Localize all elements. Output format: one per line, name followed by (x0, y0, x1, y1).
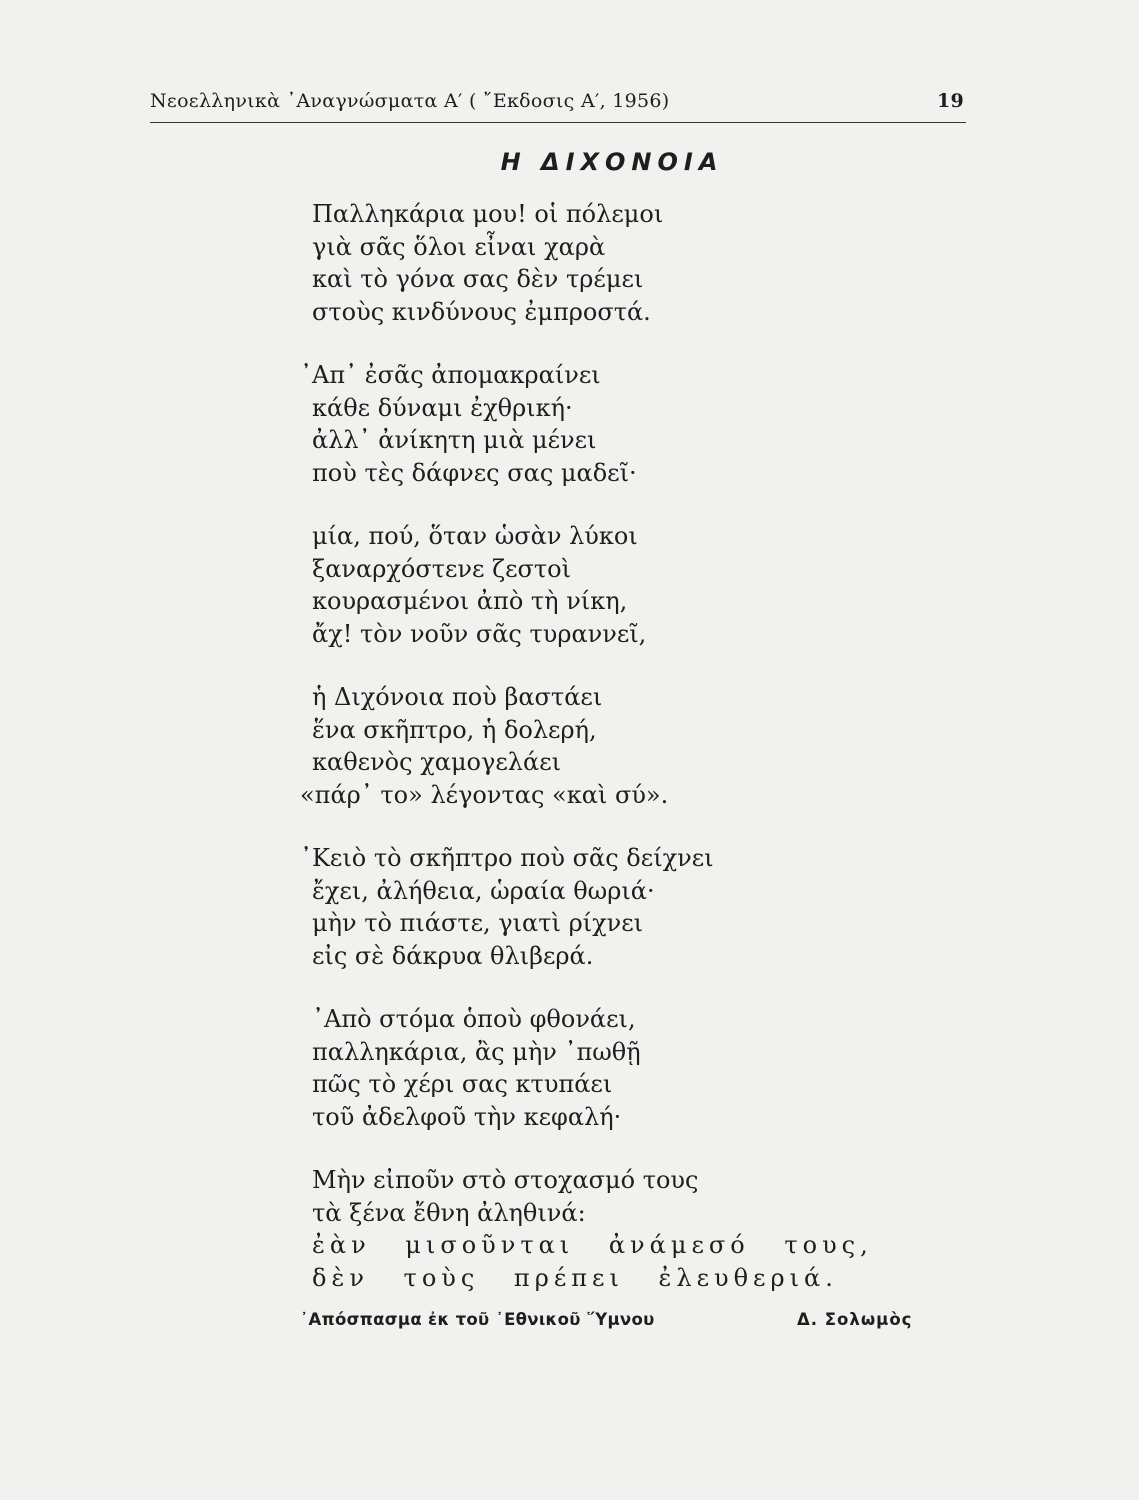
stanza-4 (300, 681, 873, 811)
poem-line: ἕνα σκῆπτρο, ἡ δολερή, (312, 715, 597, 744)
page-number: 19 (936, 90, 964, 112)
poem-line: παλληκάρια, ἂς μὴν ᾿πωθῇ (312, 1037, 641, 1066)
running-title: Νεοελληνικὰ ᾿Αναγνώσματα Α′ ( ῎Εκδοσις Α′, 1956) (150, 90, 670, 112)
poem-line: Μὴν εἰποῦν στὸ στοχασμό τους (312, 1166, 699, 1194)
poem-line: γιὰ σᾶς ὅλοι εἶναι χαρὰ (312, 232, 606, 261)
poem-title: Η ΔΙΧΟΝΟΙΑ (500, 148, 724, 176)
poem-line-spaced: δὲν τοὺς πρέπει ἐλευθεριά. (312, 1263, 838, 1292)
poem-line: μία, πού, ὅταν ὡσὰν λύκοι (312, 522, 638, 550)
poem-line-spaced: ἐὰν μισοῦνται ἀνάμεσό τους, (312, 1231, 873, 1259)
poem-line: τὰ ξένα ἔθνη ἀληθινά: (312, 1198, 586, 1227)
page-header (150, 88, 966, 123)
poem-body (300, 198, 873, 1325)
source-note: ᾿Απόσπασμα ἐκ τοῦ ᾿Εθνικοῦ ῞Υμνου (300, 1310, 655, 1329)
poem-line: πῶς τὸ χέρι σας κτυπάει (312, 1070, 613, 1098)
poem-line: στοὺς κινδύνους ἐμπροστά. (312, 297, 651, 326)
stanza-2 (300, 359, 873, 489)
poem-line: τοῦ ἀδελφοῦ τὴν κεφαλή· (312, 1102, 622, 1131)
poem-line: ξαναρχόστενε ζεστοὶ (312, 554, 572, 583)
poem-line: «πάρ᾿ το» λέγοντας «καὶ σύ». (300, 780, 669, 809)
poem-line: κάθε δύναμι ἐχθρική· (312, 393, 573, 422)
author-name: Δ. Σολωμὸς (797, 1310, 913, 1329)
poem-line: ποὺ τὲς δάφνες σας μαδεῖ· (312, 458, 637, 487)
poem-line: ἔχει, ἀλήθεια, ὡραία θωριά· (312, 876, 655, 905)
stanza-3 (312, 520, 873, 650)
stanza-5 (300, 842, 873, 972)
poem-line: κουρασμένοι ἀπὸ τὴ νίκη, (312, 587, 628, 615)
poem-line: ἄχ! τὸν νοῦν σᾶς τυραννεῖ, (312, 619, 647, 648)
poem-line: Παλληκάρια μου! οἱ πόλεμοι (312, 200, 664, 228)
poem-line: ᾿Απ᾿ ἐσᾶς ἀπομακραίνει (300, 361, 601, 389)
stanza-6 (312, 1003, 873, 1133)
stanza-7 (312, 1164, 873, 1294)
poem-line: ᾿Απὸ στόμα ὁποὺ φθονάει, (312, 1005, 636, 1033)
poem-line: ἀλλ᾿ ἀνίκητη μιὰ μένει (312, 426, 597, 454)
stanza-1 (312, 198, 873, 328)
poem-line: ἡ Διχόνοια ποὺ βαστάει (312, 683, 603, 711)
poem-line: εἰς σὲ δάκρυα θλιβερά. (312, 941, 594, 970)
poem-line: καθενὸς χαμογελάει (312, 748, 562, 776)
poem-line: καὶ τὸ γόνα σας δὲν τρέμει (312, 265, 644, 293)
poem-line: μὴν τὸ πιάστε, γιατὶ ρίχνει (312, 909, 644, 937)
poem-line: ᾿Κειὸ τὸ σκῆπτρο ποὺ σᾶς δείχνει (300, 844, 714, 872)
